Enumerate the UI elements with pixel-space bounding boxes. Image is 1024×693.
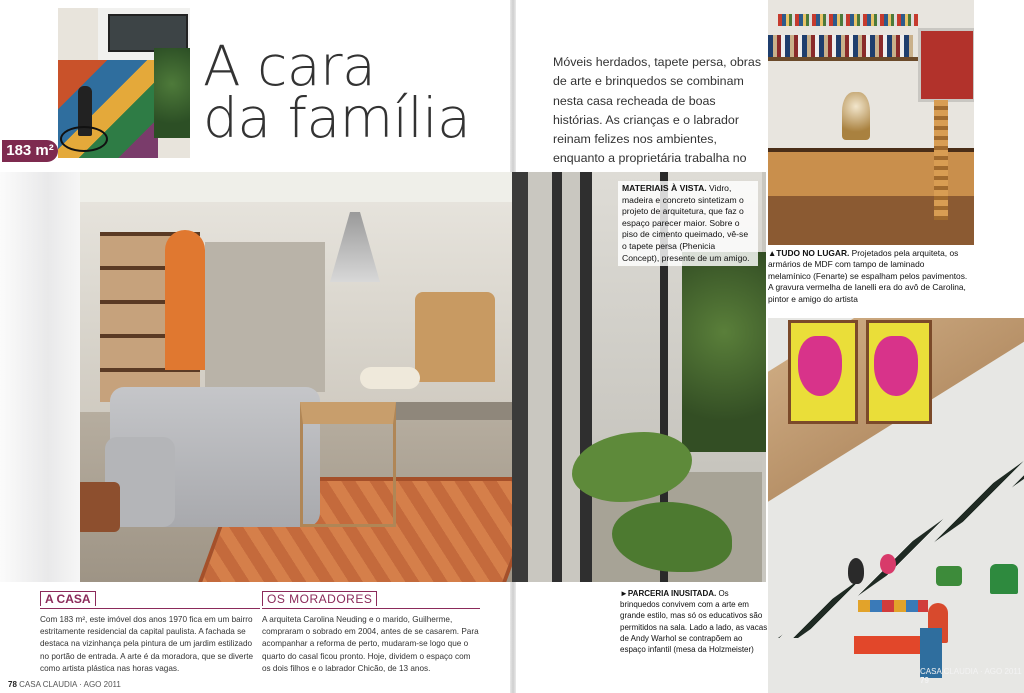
table-lamp [842,92,870,140]
folio-right: CASA CLAUDIA · AGO 2011 79 [920,667,1022,685]
bicycle [60,126,108,152]
title-line-2: da família [203,86,471,150]
kitchen-area [205,242,325,392]
article-title [203,34,503,150]
toy-shelf [858,600,928,612]
page-number: 79 [920,676,929,685]
caption-tudo-no-lugar: ▲TUDO NO LUGAR. Projetados pela arquiteta, os armários de MDF com tampo de laminado melamínico (Fenarte) se espalham pelos pavimentos. A gravura vermelha de Ianelli era do avô de Carolina, pintor e amigo do artista [768,248,968,304]
orange-door [165,230,205,370]
labrador-dog [360,367,420,389]
section-heading: A CASA [40,591,96,606]
living-room-photo [0,172,512,582]
dining-chairs [415,292,495,382]
helmet [880,554,896,574]
bag [990,564,1018,594]
section-a-casa [40,590,260,675]
caption-parceria: ►PARCERIA INUSITADA. Os brinquedos convivem com a arte em grande estilo, mas só os educativos são permitidos na sala. Lado a lado, as vacas de Andy Warhol se contrapõem ao espaço infantil (mesa da Holzmeister) [620,589,768,655]
section-text: A arquiteta Carolina Neuding e o marido, Guilherme, compraram o sobrado em 2004, antes de se casarem. Para acompanhar a reforma de perto, mudaram-se logo que o quarto do casal ficou pronto. Hoje, dividem o espaço com os dois filhos e o labrador Chicão, de 13 anos. [262,608,480,675]
garden-plants [682,252,766,452]
shelf-room-photo [768,0,974,245]
area-badge: 183 m² [2,140,58,162]
intro-paragraph: Móveis herdados, tapete persa, obras de arte e brinquedos se combinam nesta casa recheada de boas histórias. As crianças e o labrador reinam felizes nos ambientes, enquanto a proprietária trabalha no [553,55,762,166]
white-curtain [0,172,80,582]
wicker-bassinet [300,402,396,527]
page-number: 78 [8,680,17,689]
red-print-artwork [918,28,974,102]
bookshelf [768,35,913,57]
section-heading: OS MORADORES [262,591,377,606]
wooden-totem [934,100,948,220]
folio-left: 78 CASA CLAUDIA · AGO 2011 [8,680,121,689]
section-text: Com 183 m², este imóvel dos anos 1970 fica em um bairro estritamente residencial da capital paulista. A fachada se destaca na vizinhança pela pintura de um jardim estilizado no portão de entrada. A arte é da moradora, que se diverte como artista plástica nas horas vagas. [40,608,260,675]
staircase-photo [768,318,1024,693]
section-os-moradores [262,590,480,675]
bag [936,566,962,586]
facade-photo [58,8,190,158]
title-line-1: A cara [203,34,376,98]
caption-materiais: MATERIAIS À VISTA. Vidro, madeira e concreto sintetizam o projeto de arquitetura, que faz o espaço parecer maior. Sobre o piso de cimento queimado, vê-se o tapete persa (Phenicia Concept), presente de um amigo. [618,181,758,266]
helmet [848,558,864,584]
wooden-side-table [75,482,120,532]
